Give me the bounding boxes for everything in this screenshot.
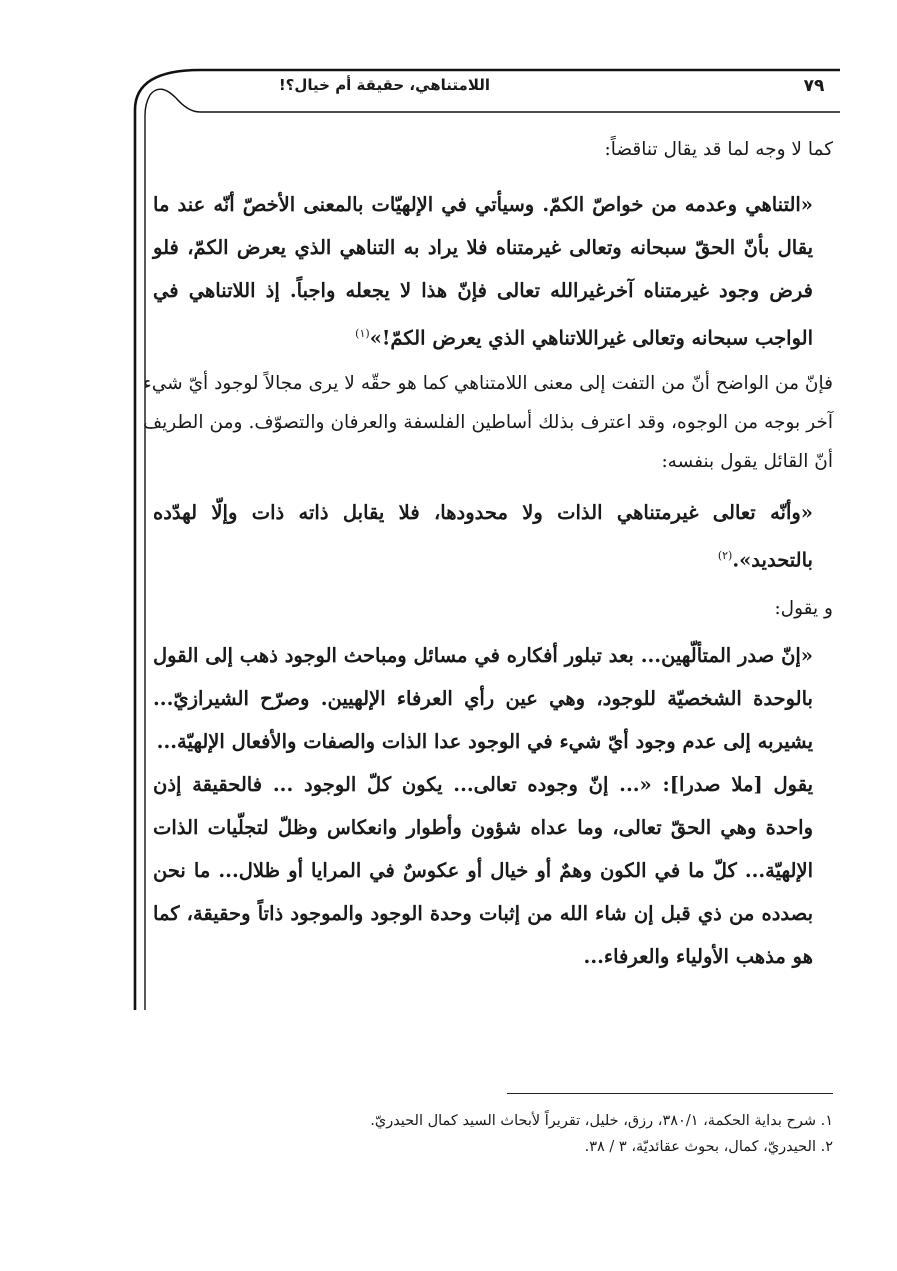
quote-block-3: «إنّ صدر المتألّهين... بعد تبلور أفكاره في مسائل ومباحث الوجود ذهب إلى القول بالوحدة الشخصيّة للوجود، وهي عين رأي العرفاء الإلهيين. وصرّح الشيرازيّ... يشيربه إلى عدم وجود أيّ شيء في الوجود عدا الذات والصفات والأفعال الإلهيّة... [153, 644, 813, 753]
footnote-ref-2: (٢) [717, 548, 733, 562]
paragraph-commentary: فإنّ من الواضح أنّ من التفت إلى معنى اللامتناهي كما هو حقّه لا يرى مجالاً لوجود أيّ شيء آخر بوجه من الوجوه، وقد اعترف بذلك أساطين الفلسفة والعرفان والتصوّف. ومن الطريف أنّ القائل يقول بنفسه: [143, 372, 833, 472]
quote-block-2: «وأنّه تعالى غيرمتناهي الذات ولا محدودها، فلا يقابل ذاته ذات وإلّا لهدّده بالتحديد».$^{(٢)}$ [153, 500, 813, 571]
running-head-title: اللامتناهي، حقيقة أم خيال؟! [278, 76, 490, 94]
footnote-1: ١. شرح بداية الحكمة، ٣٨٠/١، رزق، خليل، تقريراً لأبحاث السيد كمال الحيدريّ. [370, 1113, 833, 1129]
quote-block-1: «التناهي وعدمه من خواصّ الكمّ. وسيأتي في الإلهيّات بالمعنى الأخصّ أنّه عند ما يقال بأنّ الحقّ سبحانه وتعالى غيرمتناه فلا يراد به التناهي الذي يعرض الكمّ، فلو فرض وجود غيرمتناه آخرغيرالله تعالى فإنّ هذا لا يجعله واجباً. إذ اللاتناهي في الواجب سبحانه وتعالى غيراللاتناهي الذي يعرض الكمّ!»$^{(١)}$ [153, 193, 813, 350]
page-number: ٧٩ [803, 76, 825, 96]
footnote-separator [507, 1093, 833, 1094]
footnotes [280, 1108, 833, 1160]
paragraph-and-says: و يقول: [774, 598, 833, 619]
quote-block-4: يقول [ملا صدرا]: «... إنّ وجوده تعالى... يكون كلّ الوجود ... فالحقيقة إذن واحدة وهي الحقّ تعالى، وما عداه شؤون وأطوار وانعكاس وظلّ لتجلّيات الذات الإلهيّة... كلّ ما في الكون وهمٌ أو خيال أو عكوسٌ في المرايا أو ظلال... ما نحن بصدده من ذي قبل إن شاء الله من إثبات وحدة الوجود والموجود ذاتاً وحقيقة، كما هو مذهب الأولياء والعرفاء... [153, 773, 813, 968]
page-body [143, 130, 833, 978]
footnote-ref-1: (١) [355, 327, 370, 340]
footnote-2: ٢. الحيدريّ، كمال، بحوث عقائديّة، ٣ / ٣٨. [584, 1139, 833, 1155]
paragraph-intro: كما لا وجه لما قد يقال تناقضاً: [604, 139, 833, 160]
